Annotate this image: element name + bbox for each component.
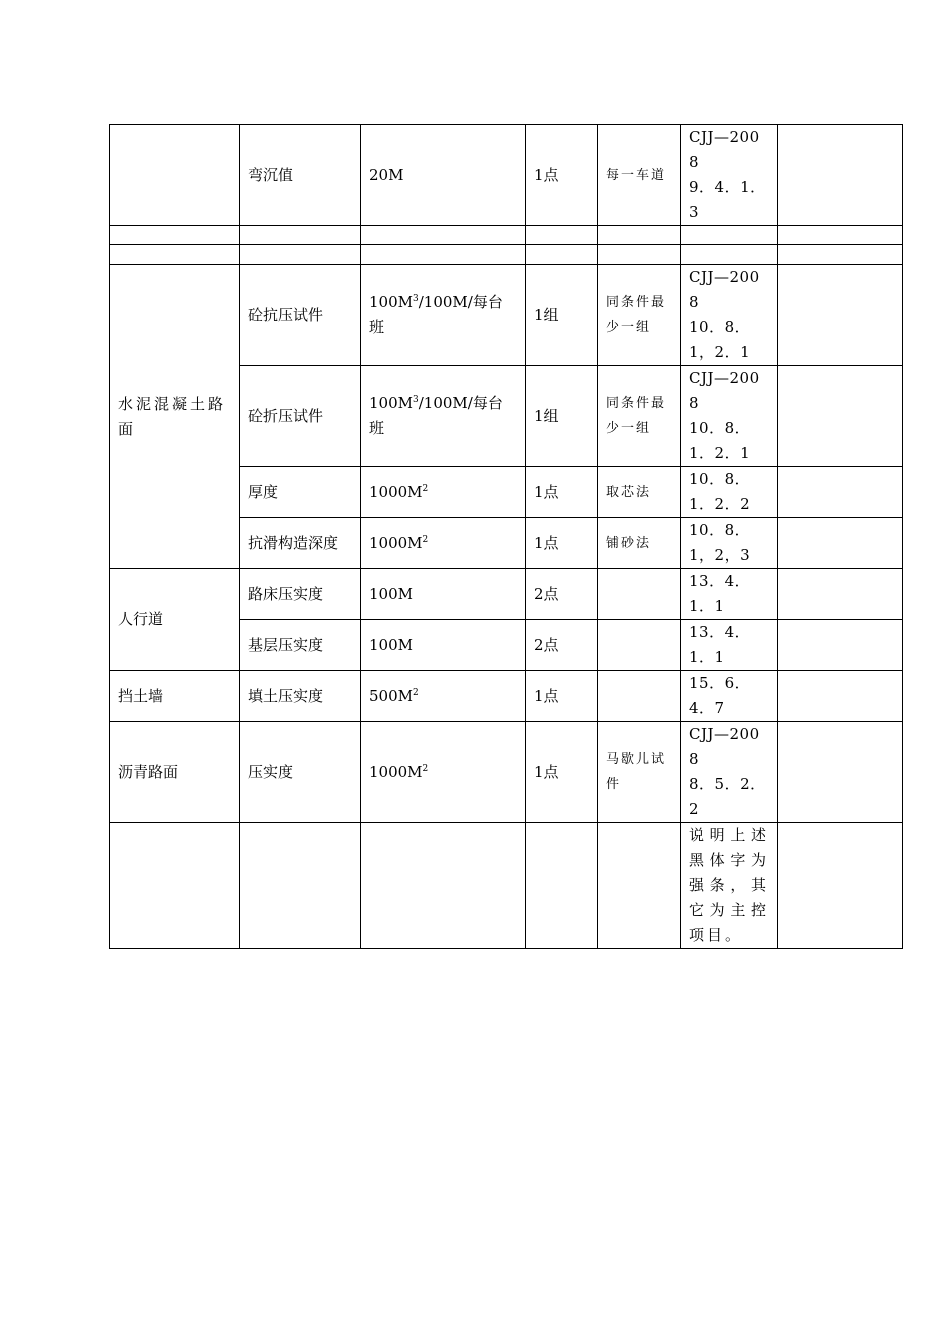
item-cell: 压实度 [240,722,361,823]
item-cell: 路床压实度 [240,569,361,620]
reference-line: 8．5．2．2 [689,775,766,818]
method-cell [598,226,681,245]
frequency-cell: $1000M^2$ [361,722,526,823]
item-cell: 砼折压试件 [240,366,361,467]
method-cell: 同条件最少一组 [598,366,681,467]
remark-cell [778,722,903,823]
reference-line: CJJ—2008 [689,128,760,171]
remark-cell [778,671,903,722]
item-cell: 基层压实度 [240,620,361,671]
table-row [110,569,903,620]
item-cell [240,226,361,245]
reference-line: CJJ—2008 [689,268,760,311]
item-cell: 填土压实度 [240,671,361,722]
reference-cell [681,722,778,823]
item-cell: 砼抗压试件 [240,265,361,366]
frequency-cell [361,823,526,949]
frequency-cell: $100M^3/100M/$每台班 [361,265,526,366]
points-cell [526,823,598,949]
table-row [110,823,903,949]
method-cell [598,569,681,620]
item-cell: 厚度 [240,467,361,518]
category-cell: 沥青路面 [110,722,240,823]
points-cell: 1点 [526,125,598,226]
table-row [110,265,903,366]
frequency-cell: 100M [361,569,526,620]
remark-cell [778,366,903,467]
remark-cell [778,569,903,620]
reference-cell [681,366,778,467]
reference-cell: 10．8．1．2．2 [681,467,778,518]
item-cell [240,245,361,265]
category-cell: 挡土墙 [110,671,240,722]
reference-cell [681,245,778,265]
table-row [110,125,903,226]
remark-cell [778,125,903,226]
category-cell [110,823,240,949]
category-cell [110,226,240,245]
remark-cell [778,620,903,671]
points-cell: 2点 [526,569,598,620]
reference-line: CJJ—2008 [689,725,760,768]
inspection-frequency-table [109,124,903,949]
frequency-cell: $1000M^2$ [361,518,526,569]
remark-cell [778,823,903,949]
method-cell: 马歇儿试件 [598,722,681,823]
points-cell: 1点 [526,671,598,722]
reference-cell: 15．6．4．7 [681,671,778,722]
points-cell: 2点 [526,620,598,671]
reference-cell [681,125,778,226]
remark-cell [778,226,903,245]
frequency-cell [361,245,526,265]
method-cell: 每一车道 [598,125,681,226]
remark-cell [778,245,903,265]
reference-line: 10．8．1．2．1 [689,419,751,462]
frequency-cell: 20M [361,125,526,226]
remark-cell [778,518,903,569]
method-cell [598,620,681,671]
points-cell: 1组 [526,366,598,467]
frequency-cell: $1000M^2$ [361,467,526,518]
reference-line: 10．8．1，2．1 [689,318,751,361]
item-cell: 抗滑构造深度 [240,518,361,569]
reference-cell: 13．4．1．1 [681,620,778,671]
category-cell [110,125,240,226]
category-cell: 人行道 [110,569,240,671]
reference-line: CJJ—2008 [689,369,760,412]
reference-cell: 10．8．1，2，3 [681,518,778,569]
method-cell [598,671,681,722]
points-cell: 1组 [526,265,598,366]
points-cell [526,226,598,245]
remark-cell [778,467,903,518]
points-cell: 1点 [526,467,598,518]
points-cell: 1点 [526,518,598,569]
method-cell: 取芯法 [598,467,681,518]
reference-cell [681,226,778,245]
remark-cell [778,265,903,366]
method-cell [598,245,681,265]
frequency-cell: 100M [361,620,526,671]
item-cell: 弯沉值 [240,125,361,226]
note-cell: 说明上述黑体字为强条，其它为主控项目。 [681,823,778,949]
reference-cell [681,265,778,366]
table-row [110,226,903,245]
category-cell [110,245,240,265]
reference-line: 9．4．1．3 [689,178,766,221]
frequency-cell: $100M^3/100M/$每台班 [361,366,526,467]
points-cell [526,245,598,265]
table-row [110,671,903,722]
method-cell: 同条件最少一组 [598,265,681,366]
method-cell [598,823,681,949]
table-row [110,245,903,265]
item-cell [240,823,361,949]
table-row [110,722,903,823]
reference-cell: 13．4．1．1 [681,569,778,620]
category-cell: 水泥混凝土路面 [110,265,240,569]
frequency-cell [361,226,526,245]
frequency-cell: $500M^2$ [361,671,526,722]
method-cell: 铺砂法 [598,518,681,569]
points-cell: 1点 [526,722,598,823]
